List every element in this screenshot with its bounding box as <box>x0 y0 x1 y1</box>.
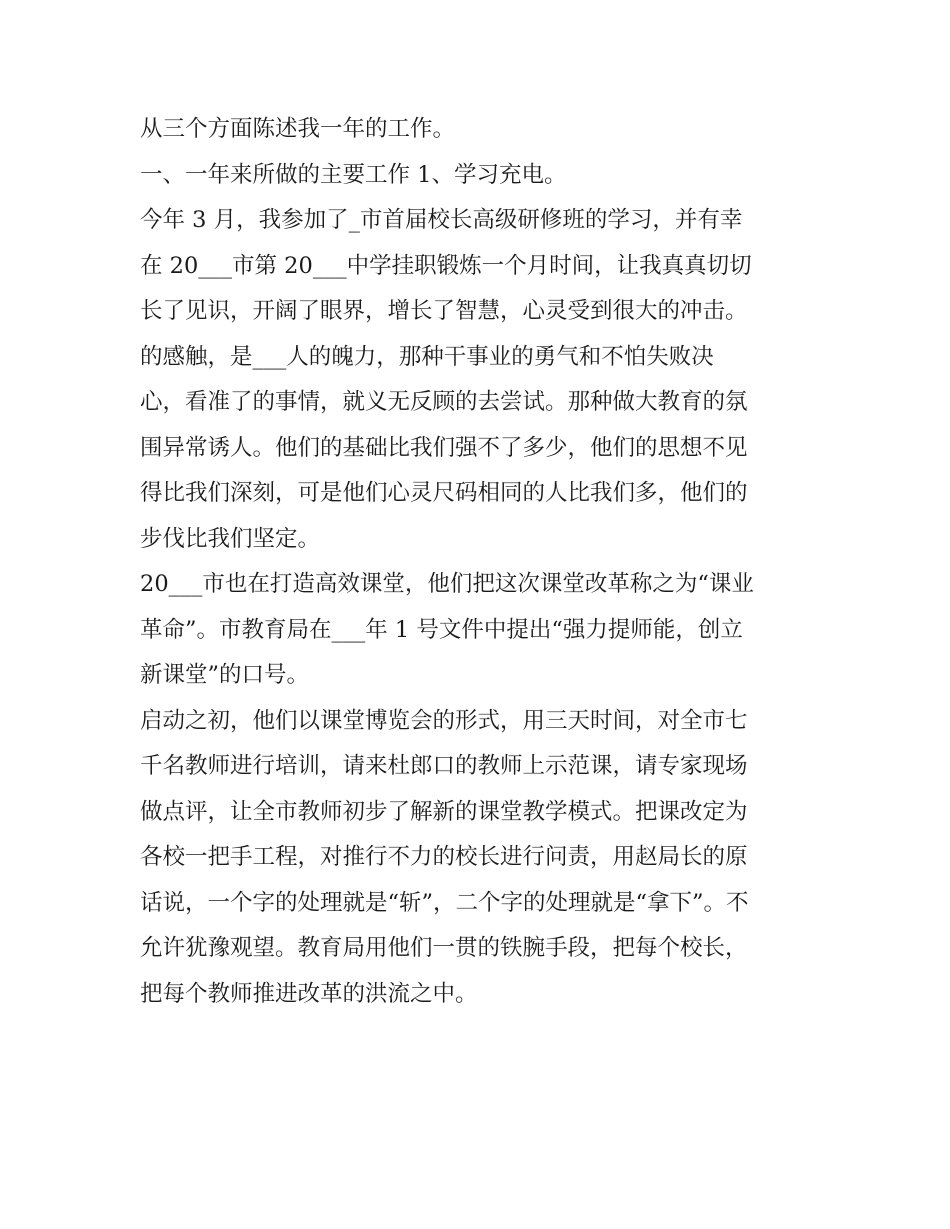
text-line: 从三个方面陈述我一年的工作。 <box>140 116 456 142</box>
text-line: 新课堂”的口号。 <box>140 662 310 688</box>
text-line: 允许犹豫观望。教育局用他们一贯的铁腕手段，把每个校长， <box>140 935 748 961</box>
text-line: 在 20___市第 20___中学挂职锻炼一个月时间，让我真真切切 <box>140 252 752 279</box>
text-line: 启动之初，他们以课堂博览会的形式，用三天时间，对全市七 <box>140 707 748 734</box>
text-line: 20___市也在打造高效课堂，他们把这次课堂改革称之为“课业 <box>140 571 754 597</box>
text-line: 千名教师进行培训，请来杜郎口的教师上示范课，请专家现场 <box>140 753 748 779</box>
text-line: 围异常诱人。他们的基础比我们强不了多少，他们的思想不见 <box>140 434 748 461</box>
text-line: 话说，一个字的处理就是“斩”，二个字的处理就是“拿下”。不 <box>140 889 749 916</box>
text-line: 长了见识，开阔了眼界，增长了智慧，心灵受到很大的冲击。 <box>140 298 748 324</box>
document-body <box>140 107 830 1017</box>
text-line: 得比我们深刻，可是他们心灵尺码相同的人比我们多，他们的 <box>140 480 748 506</box>
text-line: 做点评，让全市教师初步了解新的课堂教学模式。把课改定为 <box>140 798 748 825</box>
text-line: 革命”。市教育局在___年 1 号文件中提出“强力提师能，创立 <box>140 616 743 643</box>
text-line: 一、一年来所做的主要工作 1、学习充电。 <box>140 161 567 188</box>
text-line: 的感触，是___人的魄力，那种干事业的勇气和不怕失败决 <box>140 343 714 370</box>
text-line: 今年 3 月，我参加了_市首届校长高级研修班的学习，并有幸 <box>140 207 743 233</box>
text-line: 把每个教师推进改革的洪流之中。 <box>140 980 478 1007</box>
text-line: 步伐比我们坚定。 <box>140 525 321 552</box>
text-line: 各校一把手工程，对推行不力的校长进行问责，用赵局长的原 <box>140 844 748 870</box>
text-line: 心，看准了的事情，就义无反顾的去尝试。那种做大教育的氛 <box>140 389 748 415</box>
